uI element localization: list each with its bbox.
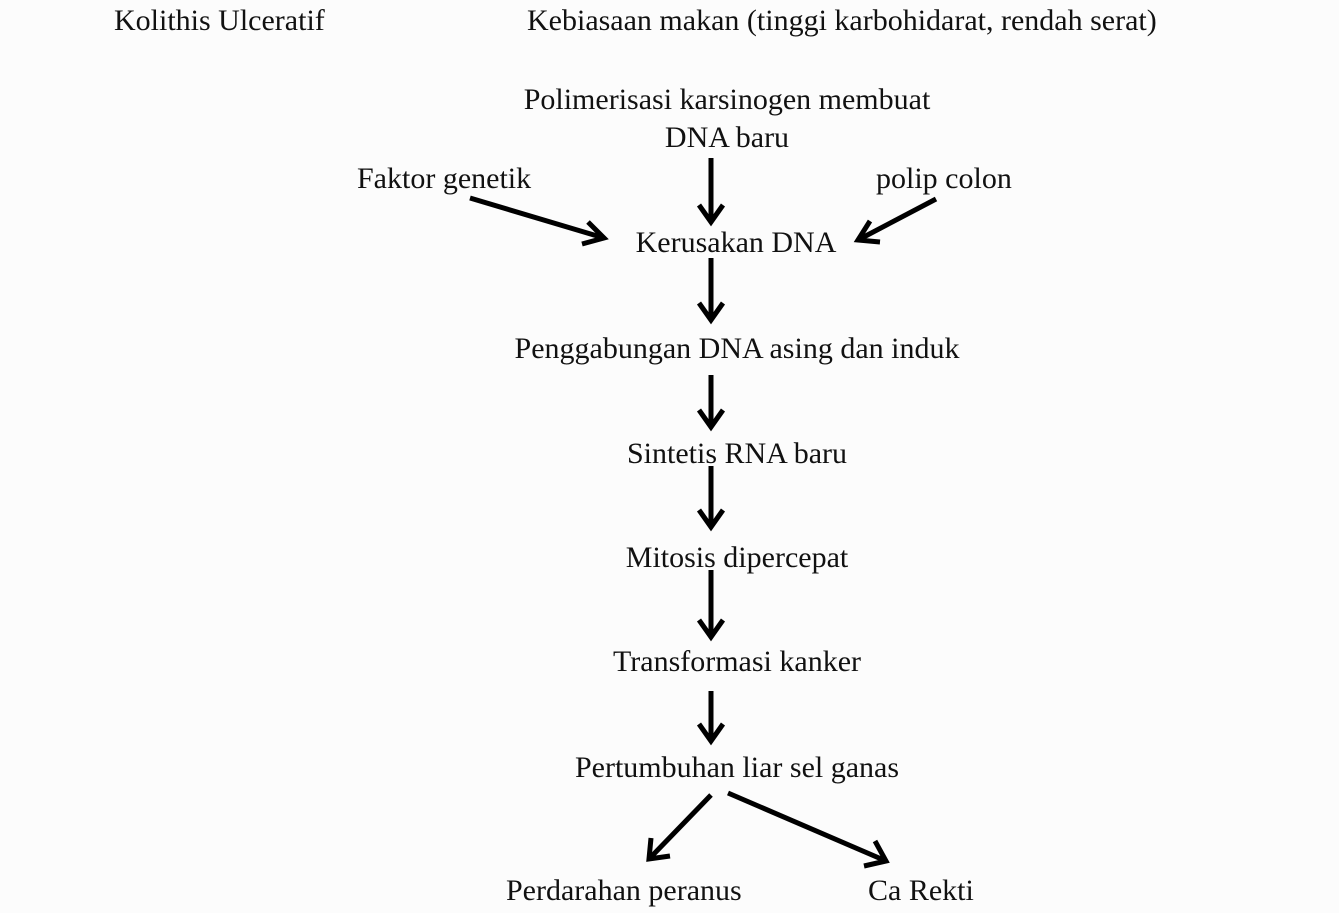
node-faktor-genetik: Faktor genetik <box>357 162 532 195</box>
arrow-pertumbuhan-to-perdarahan <box>649 795 711 859</box>
node-polimerisasi-line2: DNA baru <box>664 121 790 154</box>
node-ca-rekti: Ca Rekti <box>868 874 974 907</box>
node-transformasi-kanker: Transformasi kanker <box>612 645 862 678</box>
node-pertumbuhan-liar: Pertumbuhan liar sel ganas <box>574 751 900 784</box>
node-polip-colon: polip colon <box>876 162 1012 195</box>
arrow-polip-colon-to-kerusakan <box>858 199 936 242</box>
node-kerusakan-dna: Kerusakan DNA <box>635 226 837 259</box>
arrow-pertumbuhan-to-ca-rekti <box>728 793 886 866</box>
arrow-penggabungan-to-sintetis <box>699 375 723 427</box>
arrow-mitosis-to-transformasi <box>699 570 723 637</box>
arrow-kerusakan-to-penggabungan <box>699 258 723 320</box>
node-kolithis-ulceratif: Kolithis Ulceratif <box>114 4 325 37</box>
node-mitosis: Mitosis dipercepat <box>625 541 849 574</box>
arrow-transformasi-to-pertumbuhan <box>699 691 723 741</box>
arrow-faktor-genetik-to-kerusakan <box>470 198 604 244</box>
node-perdarahan-peranus: Perdarahan peranus <box>506 874 742 907</box>
node-polimerisasi-line1: Polimerisasi karsinogen membuat <box>523 83 931 116</box>
node-penggabungan-dna: Penggabungan DNA asing dan induk <box>514 332 960 365</box>
node-sintetis-rna: Sintetis RNA baru <box>626 437 848 470</box>
node-kebiasaan-makan: Kebiasaan makan (tinggi karbohidarat, rendah serat) <box>527 4 1157 37</box>
arrow-sintetis-to-mitosis <box>699 466 723 527</box>
arrow-polimerisasi-to-kerusakan <box>699 158 723 222</box>
